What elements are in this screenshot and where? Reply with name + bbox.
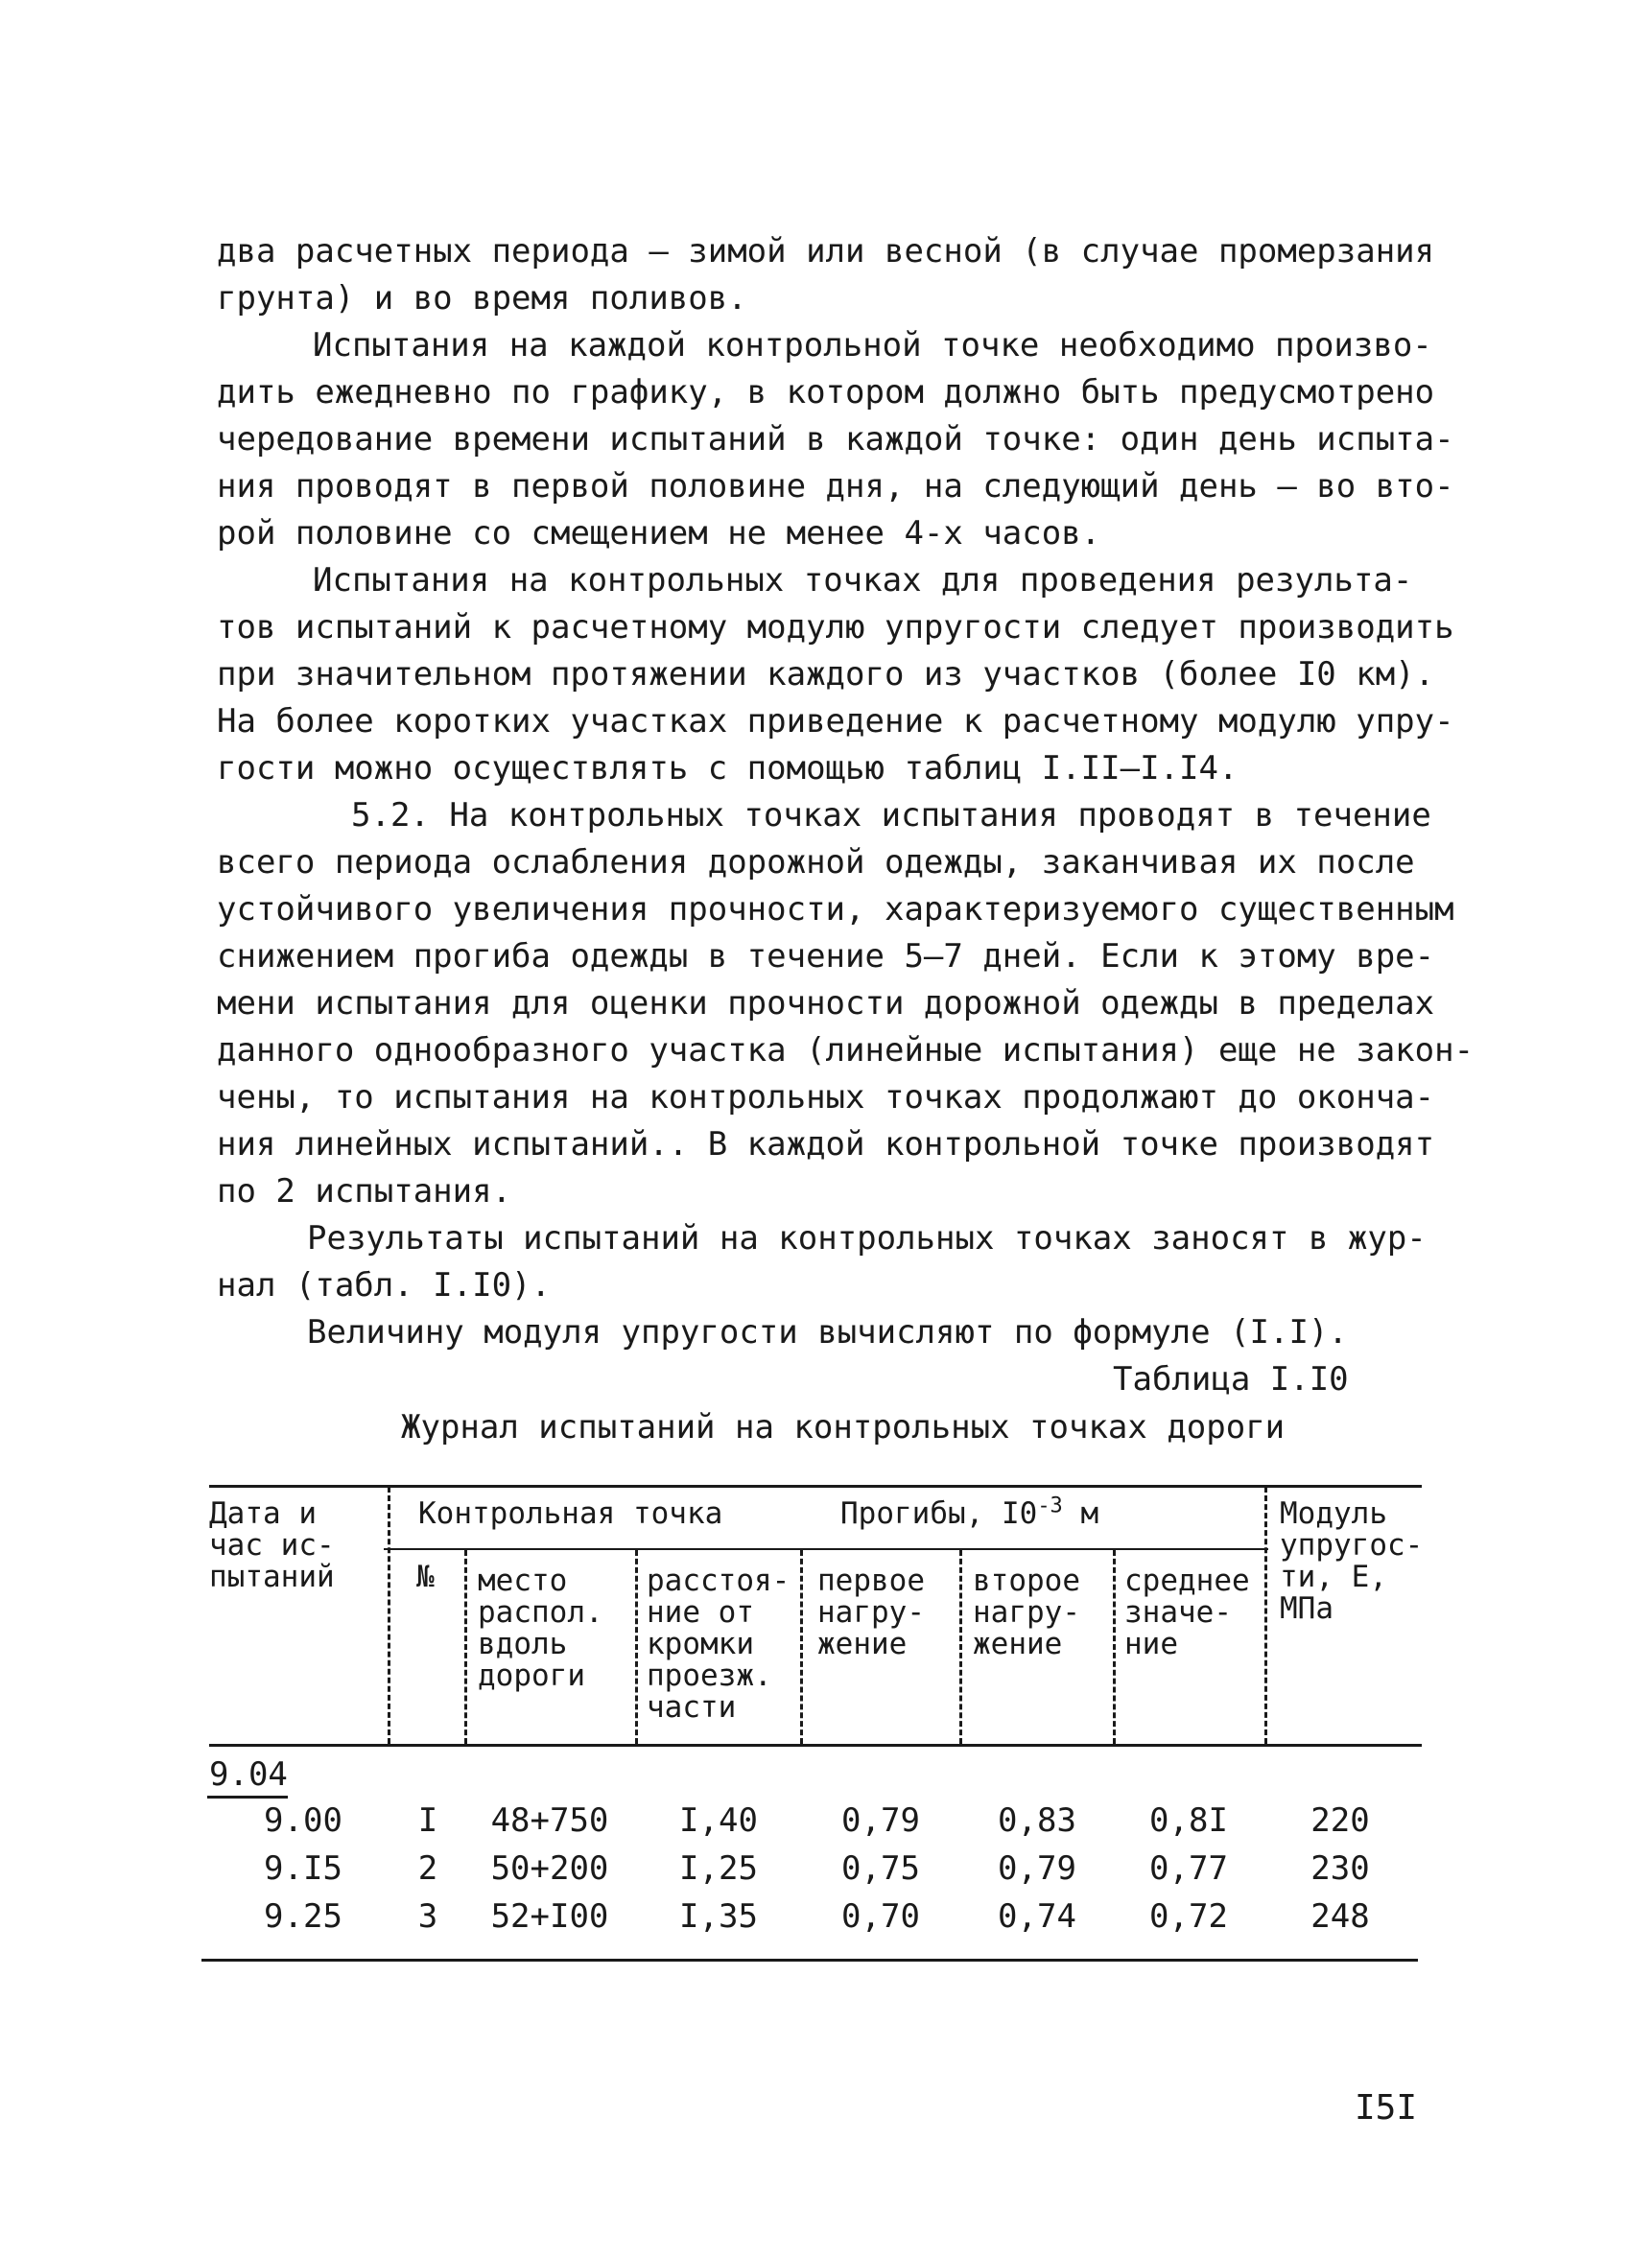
table-top-rule <box>209 1485 1422 1488</box>
paragraph-line: устойчивого увеличения прочности, характеризуемого существенным <box>217 890 1454 929</box>
cell-location: 52+I00 <box>490 1897 609 1936</box>
paragraph-line: грунта) и во время поливов. <box>217 279 747 318</box>
paragraph-line: при значительном протяжении каждого из участков (более I0 км). <box>217 655 1435 694</box>
cell-modulus: 248 <box>1310 1897 1370 1936</box>
column-divider <box>388 1487 390 1744</box>
cell-second-load: 0,79 <box>998 1849 1076 1888</box>
paragraph-line: Величину модуля упругости вычисляют по формуле (I.I). <box>307 1313 1348 1352</box>
cell-time: 9.I5 <box>264 1849 342 1888</box>
cell-modulus: 220 <box>1310 1801 1370 1840</box>
cell-location: 48+750 <box>490 1801 609 1840</box>
header-mean-value: среднее значе- ние <box>1124 1564 1250 1661</box>
column-divider <box>464 1550 467 1744</box>
table-header-bottom-rule <box>209 1744 1422 1747</box>
table-bottom-rule <box>201 1959 1418 1962</box>
test-date: 9.04 <box>209 1755 288 1794</box>
paragraph-line: тов испытаний к расчетному модулю упругости следует производить <box>217 608 1454 647</box>
cell-mean: 0,77 <box>1149 1849 1228 1888</box>
paragraph-line: гости можно осуществлять с помощью таблиц I.II–I.I4. <box>217 749 1239 788</box>
column-divider <box>635 1550 638 1744</box>
paragraph-line: чены, то испытания на контрольных точках продолжают до оконча- <box>217 1078 1435 1117</box>
column-divider <box>1264 1487 1267 1744</box>
table-subheader-rule <box>384 1548 1268 1550</box>
header-modulus: Модуль упругос- ти, E, МПа <box>1280 1496 1424 1626</box>
paragraph-line: дить ежедневно по графику, в котором должно быть предусмотрено <box>217 373 1435 412</box>
cell-time: 9.00 <box>264 1801 342 1840</box>
cell-location: 50+200 <box>490 1849 609 1888</box>
paragraph-line: данного однообразного участка (линейные испытания) еще не закон- <box>217 1031 1475 1070</box>
paragraph-line: ния проводят в первой половине дня, на следующий день – во вто- <box>217 467 1454 506</box>
header-distance: расстоя- ние от кромки проезж. части <box>647 1564 791 1725</box>
paragraph-line: всего периода ослабления дорожной одежды, заканчивая их после <box>217 843 1415 882</box>
cell-first-load: 0,75 <box>841 1849 920 1888</box>
paragraph-line: нал (табл. I.I0). <box>217 1266 551 1305</box>
cell-first-load: 0,79 <box>841 1801 920 1840</box>
table-caption: Журнал испытаний на контрольных точках дороги <box>401 1408 1286 1447</box>
paragraph-line: чередование времени испытаний в каждой точке: один день испыта- <box>217 420 1454 459</box>
paragraph-line: 5.2. На контрольных точках испытания проводят в течение <box>351 796 1431 835</box>
column-divider <box>800 1550 803 1744</box>
cell-distance: I,40 <box>679 1801 758 1840</box>
cell-second-load: 0,83 <box>998 1801 1076 1840</box>
cell-mean: 0,8I <box>1149 1801 1228 1840</box>
header-location: место распол. вдоль дороги <box>478 1564 603 1693</box>
cell-number: 3 <box>417 1897 438 1936</box>
paragraph-line: по 2 испытания. <box>217 1172 512 1211</box>
paragraph-line: мени испытания для оценки прочности дорожной одежды в пределах <box>217 984 1435 1023</box>
paragraph-line: Результаты испытаний на контрольных точках заносят в жур- <box>307 1219 1427 1258</box>
header-first-load: первое нагру- жение <box>817 1564 925 1661</box>
header-deflections: Прогибы, $I0^{-3}$ м <box>840 1494 1099 1531</box>
cell-number: 2 <box>417 1849 438 1888</box>
cell-modulus: 230 <box>1310 1849 1370 1888</box>
table-number: Таблица I.I0 <box>1113 1360 1349 1399</box>
header-control-point: Контрольная точка <box>418 1496 723 1531</box>
page-number: I5I <box>1355 2088 1418 2128</box>
paragraph-line: два расчетных периода – зимой или весной (в случае промерзания <box>217 232 1435 270</box>
paragraph-line: снижением прогиба одежды в течение 5–7 дней. Если к этому вре- <box>217 937 1435 976</box>
paragraph-line: рой половине со смещением не менее 4-х часов. <box>217 514 1101 553</box>
header-number: № <box>416 1560 435 1594</box>
cell-second-load: 0,74 <box>998 1897 1076 1936</box>
cell-distance: I,25 <box>679 1849 758 1888</box>
paragraph-line: На более коротких участках приведение к расчетному модулю упру- <box>217 702 1454 741</box>
paragraph-line: ния линейных испытаний.. В каждой контрольной точке производят <box>217 1125 1435 1164</box>
cell-mean: 0,72 <box>1149 1897 1228 1936</box>
column-divider <box>1113 1550 1116 1744</box>
paragraph-line: Испытания на контрольных точках для проведения результа- <box>313 561 1413 600</box>
paragraph-line: Испытания на каждой контрольной точке необходимо произво- <box>313 326 1432 365</box>
cell-number: I <box>417 1801 438 1840</box>
header-second-load: второе нагру- жение <box>973 1564 1080 1661</box>
cell-time: 9.25 <box>264 1897 342 1936</box>
header-date-time: Дата и час ис- пытаний <box>209 1496 335 1594</box>
cell-distance: I,35 <box>679 1897 758 1936</box>
column-divider <box>959 1550 962 1744</box>
cell-first-load: 0,70 <box>841 1897 920 1936</box>
